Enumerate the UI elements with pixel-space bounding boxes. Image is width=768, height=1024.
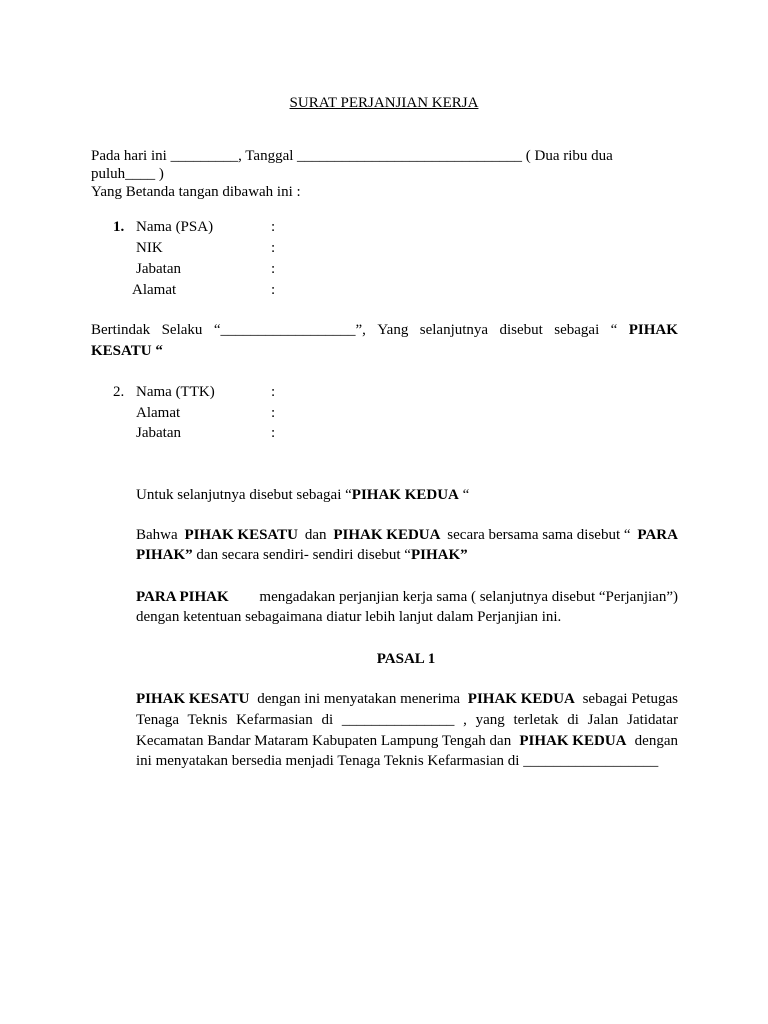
party2-name-label: Nama (TTK) [136, 384, 215, 400]
text-run: dan [304, 527, 327, 543]
pasal-1-line-3 [136, 732, 678, 750]
party1-number: 1. [113, 219, 125, 235]
text-run: mengadakan perjanjian kerja sama ( selanjutnya disebut “Perjanjian”) [259, 589, 678, 605]
party1-nik-label: NIK [136, 240, 163, 256]
bertindak-word: Selaku [161, 322, 203, 338]
text-run: Kecamatan Bandar Mataram Kabupaten Lampung Tengah dan [136, 733, 512, 749]
party1-nik-colon: : [271, 240, 276, 256]
party1-name-colon: : [271, 219, 276, 235]
text-run: dengan [634, 733, 678, 749]
party2-number: 2. [113, 384, 125, 400]
party1-name-label: Nama (PSA) [136, 219, 214, 235]
pasal-1-line-2 [136, 711, 678, 729]
party1-jabatan-label: Jabatan [136, 261, 181, 277]
para-pihak-bold: PARA PIHAK [136, 589, 229, 605]
text-run: “ [458, 487, 470, 503]
pihak-bold: PIHAK” [136, 547, 193, 563]
intro-line-3: Yang Betanda tangan dibawah ini : [91, 184, 301, 200]
bahwa-line-2 [136, 546, 468, 564]
party2-jabatan-colon: : [271, 425, 276, 441]
party2-alamat-colon: : [271, 405, 276, 421]
bertindak-word: sebagai [554, 322, 600, 338]
intro-line-1b: ______________________________ ( Dua ribu dua [297, 148, 613, 164]
pihak-kedua-bold: PIHAK KEDUA [467, 691, 575, 707]
party2-alamat-label: Alamat [136, 405, 181, 421]
pihak-bold: PIHAK” [410, 547, 468, 563]
text-run: secara bersama sama disebut “ [447, 527, 631, 543]
pasal-1-line-1 [136, 690, 678, 708]
bahwa-line-1 [136, 526, 678, 544]
text-run: dan secara sendiri- sendiri disebut “ [192, 547, 411, 563]
document-title: SURAT PERJANJIAN KERJA [289, 95, 479, 111]
bertindak-word: Bertindak [91, 322, 151, 338]
party1-alamat-colon: : [271, 282, 276, 298]
intro-line-2: puluh____ ) [91, 166, 164, 182]
pihak-kedua-bold: PIHAK KEDUA [333, 527, 441, 543]
pihak-kedua-bold: PIHAK KEDUA [519, 733, 627, 749]
pasal-1-line-4: ini menyatakan bersedia menjadi Tenaga Teknis Kefarmasian di __________________ [136, 753, 659, 769]
bertindak-line-2: KESATU “ [91, 343, 163, 359]
para-bold: PARA [637, 527, 678, 543]
bertindak-line-1 [91, 321, 678, 339]
text-run: Tenaga Teknis Kefarmasian di _______________ , yang terletak di Jalan Jatidatar [136, 712, 678, 728]
bertindak-word: “ [610, 322, 618, 338]
text-run: Bahwa [136, 527, 178, 543]
bertindak-word: Yang [377, 322, 409, 338]
party2-jabatan-label: Jabatan [136, 425, 181, 441]
bertindak-word: selanjutnya [419, 322, 489, 338]
party2-name-colon: : [271, 384, 276, 400]
pihak-kesatu-bold: PIHAK KESATU [136, 691, 250, 707]
bertindak-word: “__________________”, [213, 322, 366, 338]
intro-line-1a: Pada hari ini _________, Tanggal [91, 148, 294, 164]
pihak-kesatu-bold: PIHAK KESATU [184, 527, 298, 543]
text-run: dengan ini menyatakan menerima [257, 691, 461, 707]
text-run: Untuk selanjutnya disebut sebagai “ [136, 487, 352, 503]
party1-jabatan-colon: : [271, 261, 276, 277]
pihak-kedua-paragraph [136, 486, 469, 504]
pihak-bold: PIHAK [628, 322, 678, 338]
para-pihak-line-2: dengan ketentuan sebagaimana diatur lebih lanjut dalam Perjanjian ini. [136, 609, 562, 625]
pasal-1-heading: PASAL 1 [376, 651, 436, 667]
party1-alamat-label: Alamat [132, 282, 177, 298]
bertindak-word: disebut [499, 322, 543, 338]
pihak-kedua-bold: PIHAK KEDUA [351, 487, 459, 503]
para-pihak-line-1 [136, 588, 678, 606]
text-run: sebagai Petugas [582, 691, 678, 707]
